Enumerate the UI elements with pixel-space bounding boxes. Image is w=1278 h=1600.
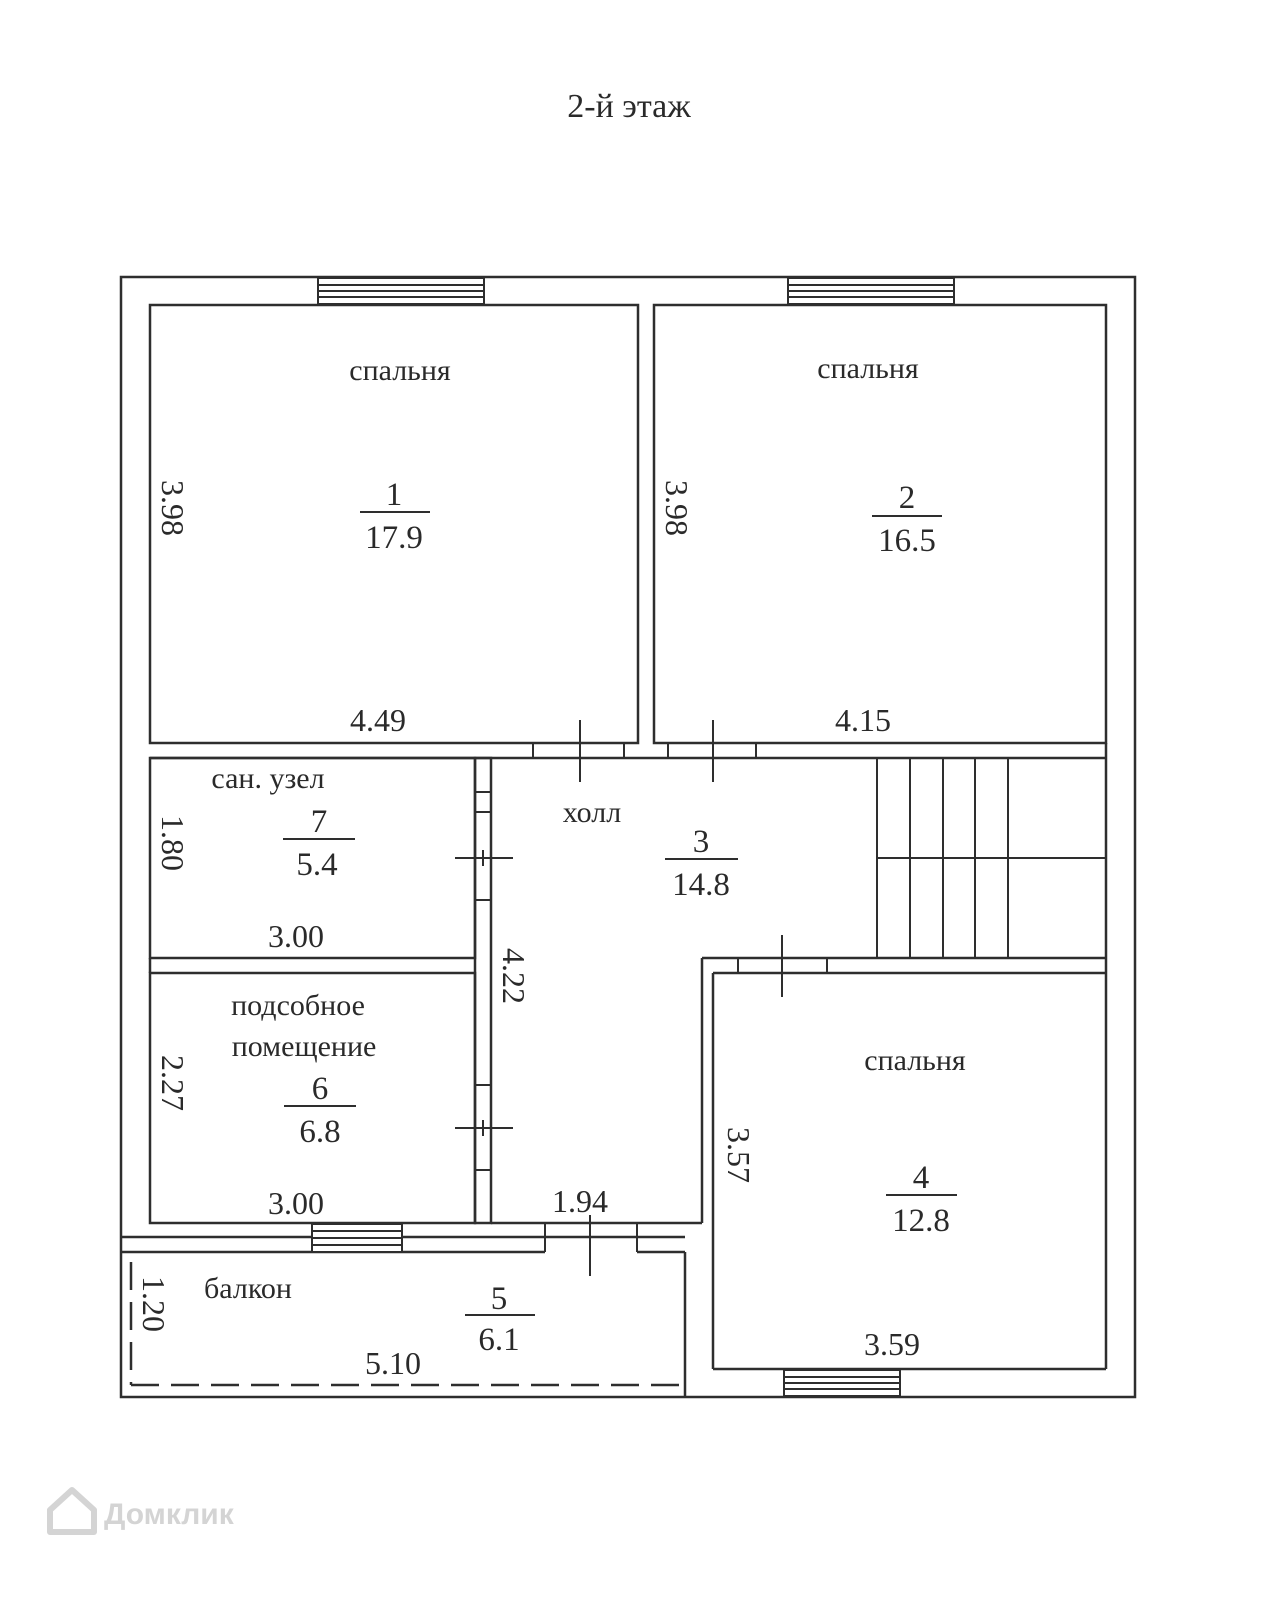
room-3-area: 14.8 [672,867,730,903]
room-5-area: 6.1 [478,1322,520,1358]
room-2-depth: 3.98 [659,480,695,536]
room-4 [721,1044,966,1362]
room-6-area: 6.8 [299,1114,341,1150]
window-bottom-right [784,1370,900,1396]
room-3-depth: 4.22 [496,948,532,1004]
room-3-width: 1.94 [552,1183,608,1219]
room-2-width: 4.15 [835,702,891,738]
room-1-width: 4.49 [350,702,406,738]
room-1 [155,354,451,738]
room-2-number: 2 [898,480,916,516]
room-6-name-line2: помещение [231,1030,377,1063]
room-7-depth: 1.80 [155,815,191,871]
watermark-text: Домклик [104,1498,234,1531]
room-2-name: спальня [817,352,919,385]
room-7-width: 3.00 [268,918,324,954]
room-4-depth: 3.57 [721,1127,757,1183]
room-7-number: 7 [310,804,328,840]
window-balcony [312,1224,402,1252]
room-6-name-line1: подсобное [231,989,365,1022]
room-1-name: спальня [349,354,451,387]
room-5-name: балкон [204,1272,292,1305]
room-2 [659,352,942,738]
room-5 [136,1272,535,1381]
window-top-right [788,278,954,304]
room-4-name: спальня [864,1044,966,1077]
floor-title: 2-й этаж [567,88,691,125]
room-1-area: 17.9 [365,520,423,556]
room-6-number: 6 [311,1071,329,1107]
room-4-width: 3.59 [864,1326,920,1362]
room-5-number: 5 [490,1281,508,1317]
room-5-width: 5.10 [365,1345,421,1381]
room-1-number: 1 [385,477,403,513]
watermark [50,1490,235,1532]
room-6-depth: 2.27 [155,1055,191,1111]
window-top-left [318,278,484,304]
room-6-width: 3.00 [268,1185,324,1221]
room-5-depth: 1.20 [136,1276,172,1332]
staircase [877,758,1106,958]
room-6 [155,989,376,1221]
house-logo-icon [50,1490,94,1532]
room-3-number: 3 [692,824,710,860]
room-1-depth: 3.98 [155,480,191,536]
room-2-area: 16.5 [878,523,936,559]
room-7 [155,762,355,954]
room-7-name: сан. узел [211,762,325,795]
room-7-area: 5.4 [296,847,338,883]
room-4-area: 12.8 [892,1203,950,1239]
outer-walls [121,277,1135,1397]
room-4-number: 4 [912,1160,930,1196]
room-3-name: холл [562,796,622,829]
